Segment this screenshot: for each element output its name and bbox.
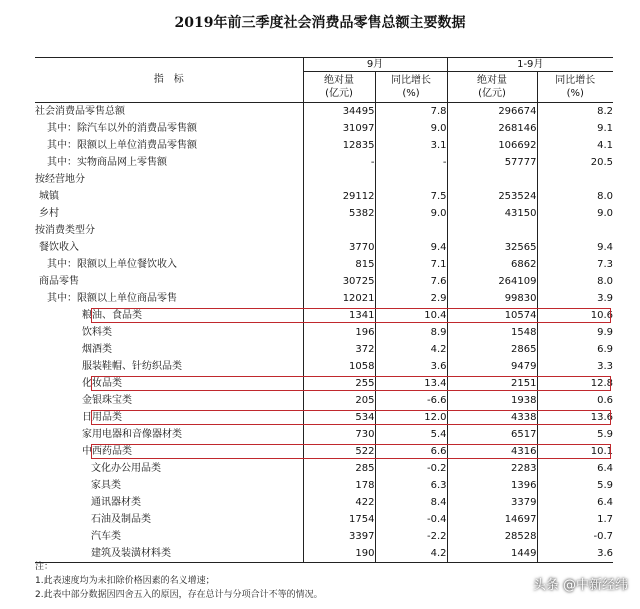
- cum-abs-cell: 253524: [447, 188, 537, 205]
- cum-abs-header: 绝对量 (亿元): [447, 72, 537, 103]
- row-label: 建筑及装潢材料类: [35, 545, 303, 563]
- cum-abs-cell: 296674: [447, 103, 537, 121]
- cum-yoy-cell: 8.2: [537, 103, 613, 121]
- table-row: [35, 239, 613, 256]
- sep-abs-cell: 372: [303, 341, 375, 358]
- sep-yoy-cell: 8.9: [375, 324, 447, 341]
- sep-abs-cell: 422: [303, 494, 375, 511]
- sep-yoy-cell: 7.5: [375, 188, 447, 205]
- sep-yoy-cell: 6.3: [375, 477, 447, 494]
- cum-abs-cell: 99830: [447, 290, 537, 307]
- sep-yoy-cell: 7.6: [375, 273, 447, 290]
- row-label: 通讯器材类: [91, 496, 141, 508]
- table-row: [35, 511, 613, 528]
- row-label: 按消费类型分: [35, 224, 95, 236]
- highlight-box: [91, 410, 611, 425]
- cum-abs-cell: 4316: [447, 443, 537, 460]
- cum-yoy-cell: 6.4: [537, 460, 613, 477]
- sep-yoy-cell: 9.4: [375, 239, 447, 256]
- cum-abs-cell: 1449: [447, 545, 537, 563]
- cum-abs-cell: 264109: [447, 273, 537, 290]
- cum-yoy-cell: [537, 222, 613, 239]
- sep-yoy-cell: -: [375, 154, 447, 171]
- table-row: [35, 205, 613, 222]
- sep-abs-cell: 178: [303, 477, 375, 494]
- sep-yoy-cell: 3.6: [375, 358, 447, 375]
- footnotes: [35, 560, 323, 602]
- cum-abs-cell: 6517: [447, 426, 537, 443]
- cum-abs-cell: 57777: [447, 154, 537, 171]
- row-label: 其中：除汽车以外的消费品零售额: [47, 122, 197, 134]
- row-label: 日用品类: [82, 411, 122, 423]
- sep-abs-cell: 30725: [303, 273, 375, 290]
- jan-sep-header: 1-9月: [447, 58, 613, 72]
- row-label: 按经营地分: [35, 173, 85, 185]
- cum-abs-cell: 3379: [447, 494, 537, 511]
- cum-abs-cell: 32565: [447, 239, 537, 256]
- table-row: [35, 494, 613, 511]
- sep-yoy-cell: -6.6: [375, 392, 447, 409]
- cum-yoy-cell: 6.4: [537, 494, 613, 511]
- sep-yoy-cell: 4.2: [375, 341, 447, 358]
- row-label: 家用电器和音像器材类: [82, 428, 182, 440]
- row-label: 中西药品类: [82, 445, 132, 457]
- note-2: 2.此表中部分数据因四舍五入的原因，存在总计与分项合计不等的情况。: [35, 590, 323, 600]
- sep-yoy-cell: 10.4: [375, 307, 447, 324]
- sep-abs-cell: 5382: [303, 205, 375, 222]
- table-row: [35, 273, 613, 290]
- table-row: [35, 256, 613, 273]
- cum-abs-cell: 106692: [447, 137, 537, 154]
- sep-abs-cell: 730: [303, 426, 375, 443]
- sep-abs-cell: [303, 171, 375, 188]
- cum-yoy-cell: 3.9: [537, 290, 613, 307]
- table-row: [35, 120, 613, 137]
- sep-abs-cell: 3397: [303, 528, 375, 545]
- cum-yoy-cell: 3.3: [537, 358, 613, 375]
- row-label: 汽车类: [91, 530, 121, 542]
- sep-abs-cell: 205: [303, 392, 375, 409]
- table-body: [35, 103, 613, 563]
- sep-abs-cell: 285: [303, 460, 375, 477]
- cum-yoy-cell: 9.4: [537, 239, 613, 256]
- sep-yoy-cell: 7.1: [375, 256, 447, 273]
- row-label: 服装鞋帽、针纺织品类: [82, 360, 182, 372]
- cum-abs-cell: 28528: [447, 528, 537, 545]
- sep-yoy-cell: -0.4: [375, 511, 447, 528]
- sep-abs-cell: 1058: [303, 358, 375, 375]
- table-row: [35, 137, 613, 154]
- sep-yoy-cell: -2.2: [375, 528, 447, 545]
- sep-yoy-cell: 5.4: [375, 426, 447, 443]
- table-row: [35, 341, 613, 358]
- cum-yoy-cell: 7.3: [537, 256, 613, 273]
- indicator-header: 指 标: [35, 58, 303, 103]
- september-header: 9月: [303, 58, 447, 72]
- note-heading: 注：: [35, 562, 54, 572]
- sep-abs-cell: 34495: [303, 103, 375, 121]
- sep-yoy-cell: 8.4: [375, 494, 447, 511]
- sep-abs-cell: 3770: [303, 239, 375, 256]
- row-label: 石油及制品类: [91, 513, 151, 525]
- cum-yoy-cell: 4.1: [537, 137, 613, 154]
- table-row: [35, 290, 613, 307]
- note-1: 1.此表速度均为未扣除价格因素的名义增速；: [35, 576, 215, 586]
- cum-yoy-cell: 10.6: [537, 307, 613, 324]
- sep-yoy-cell: 9.0: [375, 120, 447, 137]
- cum-yoy-cell: 9.0: [537, 205, 613, 222]
- sep-abs-cell: 12021: [303, 290, 375, 307]
- table-row: [35, 188, 613, 205]
- cum-yoy-cell: 12.8: [537, 375, 613, 392]
- page-title: 2019年前三季度社会消费品零售总额主要数据: [174, 15, 466, 31]
- cum-abs-cell: [447, 171, 537, 188]
- table-row: [35, 324, 613, 341]
- row-label: 家具类: [91, 479, 121, 491]
- cum-yoy-cell: 8.0: [537, 188, 613, 205]
- cum-yoy-cell: -0.7: [537, 528, 613, 545]
- cum-yoy-cell: 5.9: [537, 477, 613, 494]
- sep-abs-cell: 29112: [303, 188, 375, 205]
- highlight-box: [91, 308, 611, 323]
- row-label: 其中：限额以上单位消费品零售额: [47, 139, 197, 151]
- table-row: [35, 103, 613, 121]
- sep-abs-cell: 12835: [303, 137, 375, 154]
- watermark: [533, 574, 628, 593]
- sep-abs-header: 绝对量 (亿元): [303, 72, 375, 103]
- sep-yoy-cell: -0.2: [375, 460, 447, 477]
- cum-yoy-cell: 1.7: [537, 511, 613, 528]
- cum-abs-cell: [447, 222, 537, 239]
- cum-abs-cell: 14697: [447, 511, 537, 528]
- row-label: 文化办公用品类: [91, 462, 161, 474]
- cum-yoy-cell: 6.9: [537, 341, 613, 358]
- row-label: 饮料类: [82, 326, 112, 338]
- cum-yoy-cell: 0.6: [537, 392, 613, 409]
- sep-abs-cell: 1754: [303, 511, 375, 528]
- cum-yoy-cell: [537, 171, 613, 188]
- sep-yoy-cell: 6.6: [375, 443, 447, 460]
- sep-yoy-cell: 13.4: [375, 375, 447, 392]
- row-label: 粮油、食品类: [82, 309, 142, 321]
- row-label: 其中：限额以上单位商品零售: [47, 292, 177, 304]
- cum-abs-cell: 2865: [447, 341, 537, 358]
- row-label: 其中：限额以上单位餐饮收入: [47, 258, 177, 270]
- cum-abs-cell: 1396: [447, 477, 537, 494]
- table-row: [35, 222, 613, 239]
- highlight-box: [91, 444, 611, 459]
- sep-yoy-cell: 4.2: [375, 545, 447, 563]
- sep-abs-cell: 534: [303, 409, 375, 426]
- watermark-text: 头条 @中新经纬: [532, 578, 628, 593]
- cum-yoy-cell: 8.0: [537, 273, 613, 290]
- cum-abs-cell: 1938: [447, 392, 537, 409]
- cum-yoy-cell: 9.9: [537, 324, 613, 341]
- sep-abs-cell: 196: [303, 324, 375, 341]
- sep-yoy-cell: [375, 171, 447, 188]
- sep-yoy-cell: 2.9: [375, 290, 447, 307]
- cum-abs-cell: 2151: [447, 375, 537, 392]
- cum-abs-cell: 6862: [447, 256, 537, 273]
- sep-yoy-cell: [375, 222, 447, 239]
- table-row: [35, 477, 613, 494]
- cum-yoy-cell: 5.9: [537, 426, 613, 443]
- table-row: [35, 528, 613, 545]
- sep-abs-cell: 190: [303, 545, 375, 563]
- table-row: [35, 426, 613, 443]
- sep-abs-cell: 1341: [303, 307, 375, 324]
- cum-yoy-cell: 3.6: [537, 545, 613, 563]
- table-row: [35, 358, 613, 375]
- row-label: 餐饮收入: [39, 241, 79, 253]
- cum-abs-cell: 268146: [447, 120, 537, 137]
- cum-yoy-cell: 20.5: [537, 154, 613, 171]
- sep-abs-cell: 255: [303, 375, 375, 392]
- sep-yoy-cell: 12.0: [375, 409, 447, 426]
- cum-abs-cell: 4338: [447, 409, 537, 426]
- cum-abs-cell: 10574: [447, 307, 537, 324]
- cum-yoy-header: 同比增长 (%): [537, 72, 613, 103]
- sep-yoy-header: 同比增长 (%): [375, 72, 447, 103]
- sep-yoy-cell: 3.1: [375, 137, 447, 154]
- row-label: 乡村: [39, 207, 59, 219]
- row-label: 城镇: [39, 190, 59, 202]
- cum-abs-cell: 43150: [447, 205, 537, 222]
- row-label: 化妆品类: [82, 377, 122, 389]
- row-label: 烟酒类: [82, 343, 112, 355]
- sep-abs-cell: 31097: [303, 120, 375, 137]
- sep-abs-cell: [303, 222, 375, 239]
- cum-abs-cell: 9479: [447, 358, 537, 375]
- row-label: 商品零售: [39, 275, 79, 287]
- sep-yoy-cell: 7.8: [375, 103, 447, 121]
- cum-yoy-cell: 9.1: [537, 120, 613, 137]
- table-row: [35, 392, 613, 409]
- sep-abs-cell: -: [303, 154, 375, 171]
- sep-yoy-cell: 9.0: [375, 205, 447, 222]
- row-label: 金银珠宝类: [82, 394, 132, 406]
- row-label: 其中：实物商品网上零售额: [47, 156, 167, 168]
- cum-abs-cell: 2283: [447, 460, 537, 477]
- highlight-box: [91, 376, 611, 391]
- cum-yoy-cell: 10.1: [537, 443, 613, 460]
- cum-abs-cell: 1548: [447, 324, 537, 341]
- table-row: [35, 154, 613, 171]
- sep-abs-cell: 522: [303, 443, 375, 460]
- sep-abs-cell: 815: [303, 256, 375, 273]
- row-label: 社会消费品零售总额: [35, 105, 125, 117]
- table-row: [35, 171, 613, 188]
- cum-yoy-cell: 13.6: [537, 409, 613, 426]
- table-row: [35, 460, 613, 477]
